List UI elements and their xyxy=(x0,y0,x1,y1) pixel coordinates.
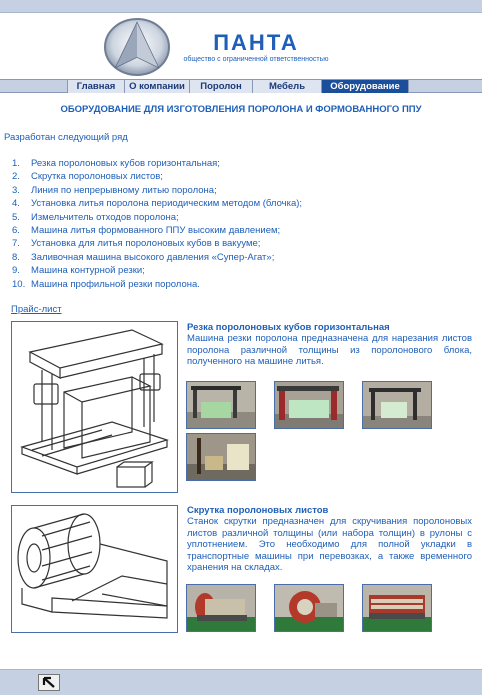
logo-icon[interactable] xyxy=(103,17,171,77)
brand xyxy=(176,31,336,64)
page-title: ОБОРУДОВАНИЕ ДЛЯ ИЗГОТОВЛЕНИЯ ПОРОЛОНА И ФОРМОВАННОГО ППУ xyxy=(60,104,422,115)
list-item: 3. Линия по непрерывному литью поролона; xyxy=(12,184,217,196)
arrow-up-left-icon[interactable] xyxy=(38,674,60,691)
rolling-photo-1[interactable] xyxy=(186,584,256,632)
price-list-link[interactable]: Прайс-лист xyxy=(11,304,62,315)
list-item: 1. Резка поролоновых кубов горизонтальная; xyxy=(12,158,220,169)
header xyxy=(0,13,482,79)
section-desc-cutting: Машина резки поролона предназначена для нарезания листов поролона различной толщины из поролонового блока, полученного на машине литья. xyxy=(187,333,472,367)
section-desc-rolling: Станок скрутки предназначен для скручивания поролоновых листов различной толщины (или набора толщин) в рулоны с уплотнением. Это необходимо для полной укладки в транспортные машины при перевозках, а также временного хранения на складах. xyxy=(187,516,472,573)
brand-subtitle: общество с ограниченной ответственностью xyxy=(183,56,329,63)
intro-text: Разработан следующий ряд xyxy=(4,132,128,143)
rolling-machine-drawing[interactable] xyxy=(11,505,178,633)
section-title-cutting: Резка поролоновых кубов горизонтальная xyxy=(187,322,390,333)
top-bar xyxy=(0,0,482,13)
list-item: 5. Измельчитель отходов поролона; xyxy=(12,211,179,223)
rolling-photo-3[interactable] xyxy=(362,584,432,632)
equipment-list xyxy=(12,157,302,291)
list-item: 2. Скрутка поролоновых листов; xyxy=(12,171,163,183)
nav-about[interactable]: О компании xyxy=(124,80,189,93)
cutting-machine-drawing[interactable] xyxy=(11,321,178,493)
rolling-photo-2[interactable] xyxy=(274,584,344,632)
footer xyxy=(0,669,482,695)
nav-furniture[interactable]: Мебель xyxy=(252,80,321,93)
section-title-rolling: Скрутка поролоновых листов xyxy=(187,505,329,516)
list-item: 9. Машина контурной резки; xyxy=(12,265,145,277)
brand-name: ПАНТА xyxy=(213,30,299,55)
main-nav xyxy=(0,79,482,93)
list-item: 6. Машина литья формованного ППУ высоким давлением; xyxy=(12,224,281,236)
nav-home[interactable]: Главная xyxy=(67,80,124,93)
nav-foam[interactable]: Поролон xyxy=(189,80,252,93)
cutting-photo-2[interactable] xyxy=(274,381,344,429)
list-item: 8. Заливочная машина высокого давления «Супер-Агат»; xyxy=(12,251,275,263)
nav-equipment[interactable]: Оборудование xyxy=(321,80,409,93)
list-item: 10. Машина профильной резки поролона. xyxy=(12,278,200,290)
cutting-photo-4[interactable] xyxy=(186,433,256,481)
cutting-photo-3[interactable] xyxy=(362,381,432,429)
list-item: 7. Установка для литья поролоновых кубов в вакууме; xyxy=(12,238,261,250)
cutting-photo-1[interactable] xyxy=(186,381,256,429)
list-item: 4. Установка литья поролона периодическим методом (блочка); xyxy=(12,198,303,210)
